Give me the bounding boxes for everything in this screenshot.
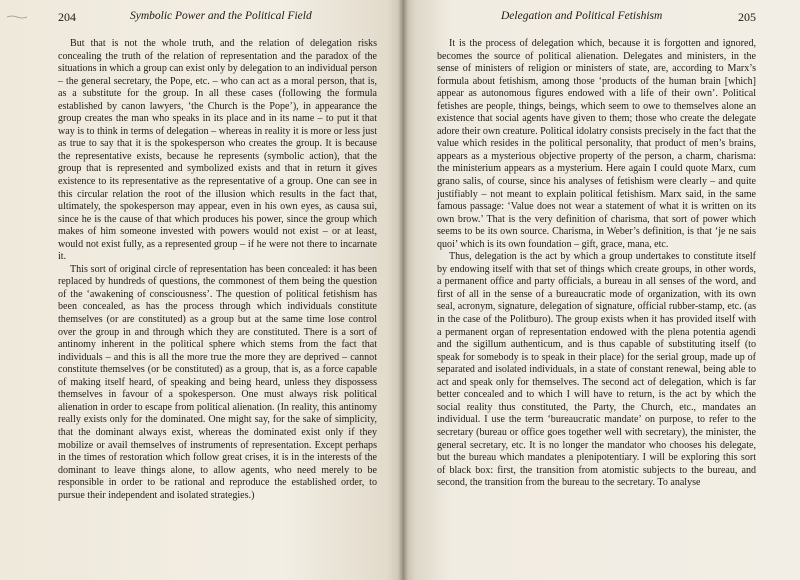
right-page-header [437,10,756,26]
paragraph: But that is not the whole truth, and the relation of delegation risks concealing the truth of the relation of representation and the paradox of the situations in which a group can exist only by delegation to an individual person – the general secretary, the Pope, etc. – who can act as a moral person, that is, as a substitute for the group. In all these cases (following the formula established by canon lawyers, ‘the Church is the Pope’), in appearance the group creates the man who speaks in its place and in its name – to put it that way is to think in terms of delegation – whereas in reality it is more or less just as true to say that it is the spokesperson who creates the group. It is because the representative exists, because he represents (symbolic action), that the group that is represented and symbolized exists and that in return it gives existence to its representative as the representative of a group. One can see in this circular relation the root of the illusion which results in the fact that, ultimately, the spokesperson may appear, even in his own eyes, as causa sui, since he is the cause of that which produces his power, since the group which makes of him someone invested with powers would not exist – or at least, would not exist fully, as a represented group – if he were not there to incarnate it. [58,38,377,263]
left-page-body [58,38,377,502]
left-page-number: 204 [58,10,76,24]
right-running-head: Delegation and Political Fetishism [501,10,663,22]
paragraph: Thus, delegation is the act by which a group undertakes to constitute itself by endowing itself with that set of things which create groups, in other words, a permanent office and party officials, a bureau in all senses of the word, and first of all in the sense of a bureaucratic mode of organization, with its own seal, acronym, signature, delegation of signature, official rubber-stamp, etc. (as in the case of the Politburo). The group exists when it has provided itself with a permanent organ of representation endowed with the plena potentia agendi and the sigillum authenticum, and is thus capable of substituting itself (to speak for somebody is to speak in their place) for the serial group, made up of separated and isolated individuals, in a state of constant renewal, being able to act and speak only for themselves. The second act of delegation, which is far better concealed and to which I will have to return, is the act by which the social reality thus constituted, the Party, the Church, etc., mandates an individual. I use the term ‘bureaucratic mandate’ on purpose, to refer to the secretary (bureau or office goes together well with secretary), the minister, the general secretary, etc. It is no longer the mandator who chooses his delegate, but the bureau which mandates a plenipotentiary. I will be exploring this sort of black box: first, the transition from atomistic subjects to the bureau, and second, the transition from the bureau to the secretary. To analyse [437,251,756,489]
pencil-mark-icon [6,14,28,20]
right-page-body [437,38,756,490]
paragraph: It is the process of delegation which, because it is forgotten and ignored, becomes the source of political alienation. Delegates and ministers, in the sense of ministers of religion or ministers of state, are, according to Marx’s formula about fetishism, among those ‘products of the human brain [which] appear as autonomous figures endowed with a life of their own’. Political fetishes are people, things, beings, which seem to owe to themselves alone an existence that social agents have given to them; those who create the delegate adore their own creature. Political idolatry consists precisely in the fact that the value which resides in the political personality, that product of men’s brains, appears as a mysterious objective property of the person, a charm, charisma: the ministerium appears as a mysterium. Here again I could quote Marx, cum grano salis, of course, since his analyses of fetishism were clearly – and quite justifiably – not meant to explain political fetishism. Marx said, in the same famous passage: ‘Value does not wear a statement of what it is written on its own brow.’ That is the very definition of charisma, that sort of power which seems to be its own source. Charisma, in Weber’s definition, is that ‘je ne sais quoi’ which is its own foundation – gift, grace, mana, etc. [437,38,756,250]
right-page-number: 205 [738,10,756,24]
book-gutter [398,0,408,580]
left-running-head: Symbolic Power and the Political Field [130,10,312,22]
right-page [403,0,800,580]
left-page-header [58,10,377,26]
paragraph: This sort of original circle of representation has been concealed: it has been replaced by hundreds of questions, the commonest of them being the question of the ‘awakening of consciousness’. The question of political fetishism has been concealed, as has the process through which individuals constitute themselves (or are constituted) as a group but at the same time lose control over the group in and through which they are constituted. There is a sort of antinomy inherent in the political sphere which stems from the fact that individuals – and this is all the more true the more they are deprived – cannot constitute themselves (or be constituted) as a group, that is, as a force capable of making itself heard, of speaking and being heard, unless they dispossess themselves in favour of a spokesperson. One must always risk political alienation in order to escape from political alienation. (In reality, this antinomy really exists only for the dominated. One might say, for the sake of simplicity, that the dominant always exist, whereas the dominated exist only if they mobilize or avail themselves of instruments of representation. Except perhaps in the times of restoration which follow great crises, it is in the interests of the dominant to leave things alone, to allow agents, who need merely to be responsible in order to be rational and reproduce the established order, to pursue their independent and isolated strategies.) [58,263,377,501]
